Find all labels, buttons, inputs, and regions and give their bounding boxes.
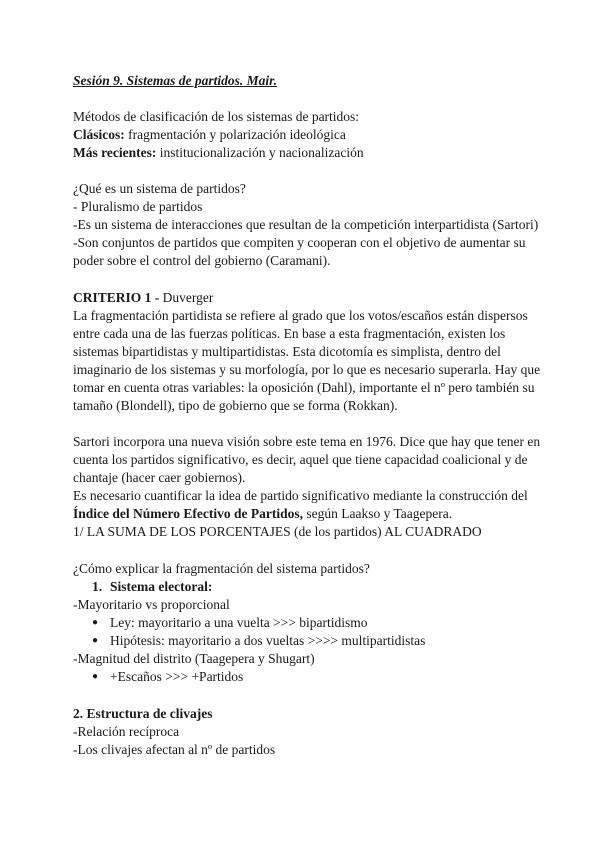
bullet-text: Hipótesis: mayoritario a dos vueltas >>>> multipartidistas [110,633,426,648]
paragraph-line: cuenta los partidos significativo, es decir, aquel que tiene capacidad coalicional y de [73,452,528,467]
classic-label: Clásicos: [73,127,125,142]
paragraph-line: entre cada una de las fuerzas políticas. En base a esta fragmentación, existen los [73,326,506,341]
recent-methods-line [73,144,364,162]
intro-line: Métodos de clasificación de los sistemas de partidos: [73,109,360,124]
clivajes-line: -Los clivajes afectan al nº de partidos [73,742,276,757]
paragraph-line: tamaño (Blondell), tipo de gobierno que se forma (Rokkan). [73,398,398,413]
definition-line: -Es un sistema de interacciones que resultan de la competición interpartidista (Sartori) [73,217,539,232]
definition-line: - Pluralismo de partidos [73,199,203,214]
clivajes-heading: 2. Estructura de clivajes [73,706,213,721]
subpoint-line: -Magnitud del distrito (Taagepera y Shugart) [73,651,315,666]
bullet-text: Ley: mayoritario a una vuelta >>> bipartidismo [110,615,368,630]
bullet-icon: ● [92,671,99,682]
recent-text: institucionalización y nacionalización [156,145,364,160]
classic-methods-line [73,126,346,144]
page-title: Sesión 9. Sistemas de partidos. Mair. [73,73,278,88]
explain-question: ¿Cómo explicar la fragmentación del sistema partidos? [73,561,370,576]
electoral-system-heading [110,578,212,596]
paragraph-line: chantaje (hacer caer gobiernos). [73,470,246,485]
criterio-label: CRITERIO 1 - [73,290,160,305]
bullet-text: +Escaños >>> +Partidos [110,669,244,684]
formula-line: 1/ LA SUMA DE LOS PORCENTAJES (de los partidos) AL CUADRADO [73,524,482,539]
definition-line: -Son conjuntos de partidos que compiten y cooperan con el objetivo de aumentar su [73,235,526,250]
list-number: 1. [92,579,103,594]
paragraph-line: La fragmentación partidista se refiere al grado que los votos/escaños están dispersos [73,308,528,323]
classic-text: fragmentación y polarización ideológica [124,127,346,142]
index-line [73,505,452,523]
index-name: Índice del Número Efectivo de Partidos, [73,506,303,521]
definition-line: poder sobre el control del gobierno (Caramani). [73,253,331,268]
criterio-author: Duverger [159,290,214,305]
electoral-system-label: Sistema electoral: [110,579,213,594]
recent-label: Más recientes: [73,145,157,160]
paragraph-line: tomar en cuenta otras variables: la oposición (Dahl), importante el nº pero también su [73,380,535,395]
definition-question: ¿Qué es un sistema de partidos? [73,181,246,196]
paragraph-line: sistemas bipartidistas y multipartidistas. Esta dicotomía es simplista, dentro del [73,344,501,359]
paragraph-line: Es necesario cuantificar la idea de partido significativo mediante la construcción del [73,488,528,503]
index-source: según Laakso y Taagepera. [302,506,453,521]
bullet-icon: ● [92,635,99,646]
subpoint-line: -Mayoritario vs proporcional [73,597,230,612]
paragraph-line: Sartori incorpora una nueva visión sobre este tema en 1976. Dice que hay que tener en [73,434,541,449]
bullet-icon: ● [92,617,99,628]
criterio-heading [73,289,213,307]
paragraph-line: imaginario de los sistemas y su morfología, por lo que es necesario superarla. Hay que [73,362,541,377]
clivajes-line: -Relación recíproca [73,724,180,739]
